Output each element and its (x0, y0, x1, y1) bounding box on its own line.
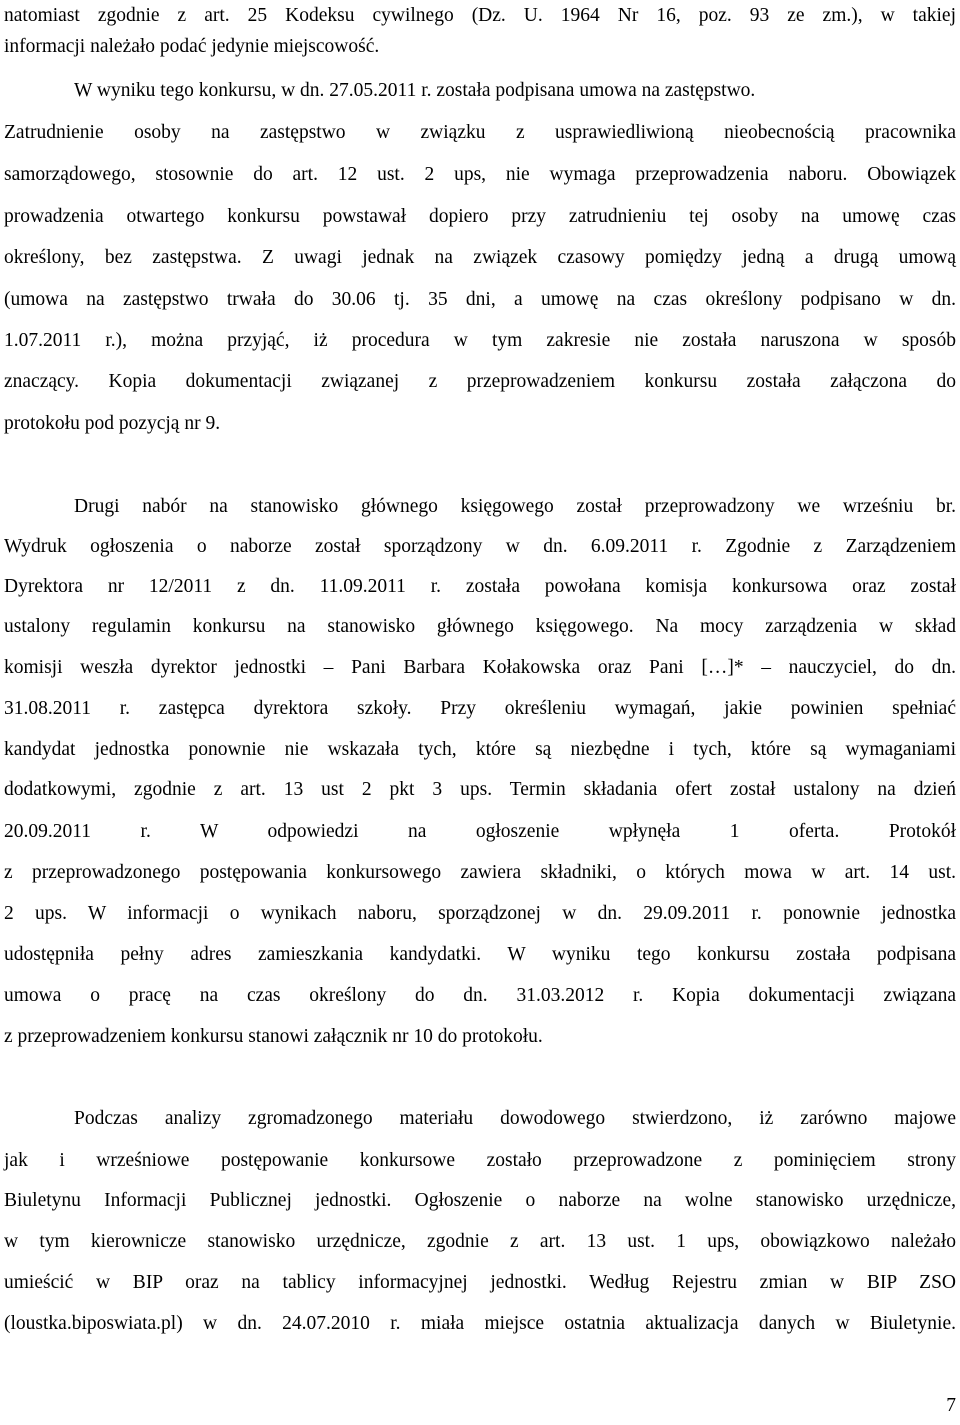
text-line: protokołu pod pozycją nr 9. (4, 413, 221, 434)
text-line: jak i wrześniowe postępowanie konkursowe zostało przeprowadzone z pominięciem strony (4, 1150, 956, 1171)
text-line: prowadzenia otwartego konkursu powstawał dopiero przy zatrudnieniu tej osoby na umowę czas (4, 206, 956, 227)
text-line: W wyniku tego konkursu, w dn. 27.05.2011 r. została podpisana umowa na zastępstwo. (74, 80, 756, 101)
text-line: (loustka.biposwiata.pl) w dn. 24.07.2010 r. miała miejsce ostatnia aktualizacja danych w Biuletynie. (4, 1313, 956, 1334)
text-line: (umowa na zastępstwo trwała do 30.06 tj. 35 dni, a umowę na czas określony podpisano w dn. (4, 289, 956, 310)
text-line: 2 ups. W informacji o wynikach naboru, sporządzonej w dn. 29.09.2011 r. ponownie jednostka (4, 903, 956, 924)
text-line: Drugi nabór na stanowisko głównego księgowego został przeprowadzony we wrześniu br. (74, 496, 956, 517)
text-line: znaczący. Kopia dokumentacji związanej z przeprowadzeniem konkursu została załączona do (4, 371, 956, 392)
text-line: Dyrektora nr 12/2011 z dn. 11.09.2011 r. została powołana komisja konkursowa oraz został (4, 576, 956, 597)
text-line: udostępniła pełny adres zamieszkania kandydatki. W wyniku tego konkursu została podpisana (4, 944, 956, 965)
text-line: ustalony regulamin konkursu na stanowisko głównego księgowego. Na mocy zarządzenia w skład (4, 616, 956, 637)
text-line: Zatrudnienie osoby na zastępstwo w związku z usprawiedliwioną nieobecnością pracownika (4, 122, 956, 143)
text-line: informacji należało podać jedynie miejscowość. (4, 36, 380, 57)
text-line: 20.09.2011 r. W odpowiedzi na ogłoszenie wpłynęła 1 oferta. Protokół (4, 821, 956, 842)
text-line: z przeprowadzeniem konkursu stanowi załącznik nr 10 do protokołu. (4, 1026, 543, 1047)
text-line: 1.07.2011 r.), można przyjąć, iż procedura w tym zakresie nie została naruszona w sposób (4, 330, 956, 351)
text-line: z przeprowadzonego postępowania konkursowego zawiera składniki, o których mowa w art. 14 ust. (4, 862, 956, 883)
text-line: natomiast zgodnie z art. 25 Kodeksu cywilnego (Dz. U. 1964 Nr 16, poz. 93 ze zm.), w takiej (4, 5, 956, 26)
text-line: kandydat jednostka ponownie nie wskazała tych, które są niezbędne i tych, które są wymaganiami (4, 739, 956, 760)
page-number: 7 (946, 1395, 956, 1416)
text-line: 31.08.2011 r. zastępca dyrektora szkoły. Przy określeniu wymagań, jakie powinien spełniać (4, 698, 956, 719)
text-line: określony, bez zastępstwa. Z uwagi jednak na związek czasowy pomiędzy jedną a drugą umową (4, 247, 956, 268)
text-line: Podczas analizy zgromadzonego materiału dowodowego stwierdzono, iż zarówno majowe (74, 1108, 956, 1129)
text-line: samorządowego, stosownie do art. 12 ust. 2 ups, nie wymaga przeprowadzenia naboru. Obowiązek (4, 164, 956, 185)
text-line: umieścić w BIP oraz na tablicy informacyjnej jednostki. Według Rejestru zmian w BIP ZSO (4, 1272, 956, 1293)
text-line: komisji weszła dyrektor jednostki – Pani Barbara Kołakowska oraz Pani […]* – nauczyciel, do dn. (4, 657, 956, 678)
text-line: Biuletynu Informacji Publicznej jednostki. Ogłoszenie o naborze na wolne stanowisko urzędnicze, (4, 1190, 956, 1211)
text-line: umowa o pracę na czas określony do dn. 31.03.2012 r. Kopia dokumentacji związana (4, 985, 956, 1006)
text-line: w tym kierownicze stanowisko urzędnicze, zgodnie z art. 13 ust. 1 ups, obowiązkowo należało (4, 1231, 956, 1252)
text-line: dodatkowymi, zgodnie z art. 13 ust 2 pkt 3 ups. Termin składania ofert został ustalony na dzień (4, 779, 956, 800)
text-line: Wydruk ogłoszenia o naborze został sporządzony w dn. 6.09.2011 r. Zgodnie z Zarządzeniem (4, 536, 956, 557)
